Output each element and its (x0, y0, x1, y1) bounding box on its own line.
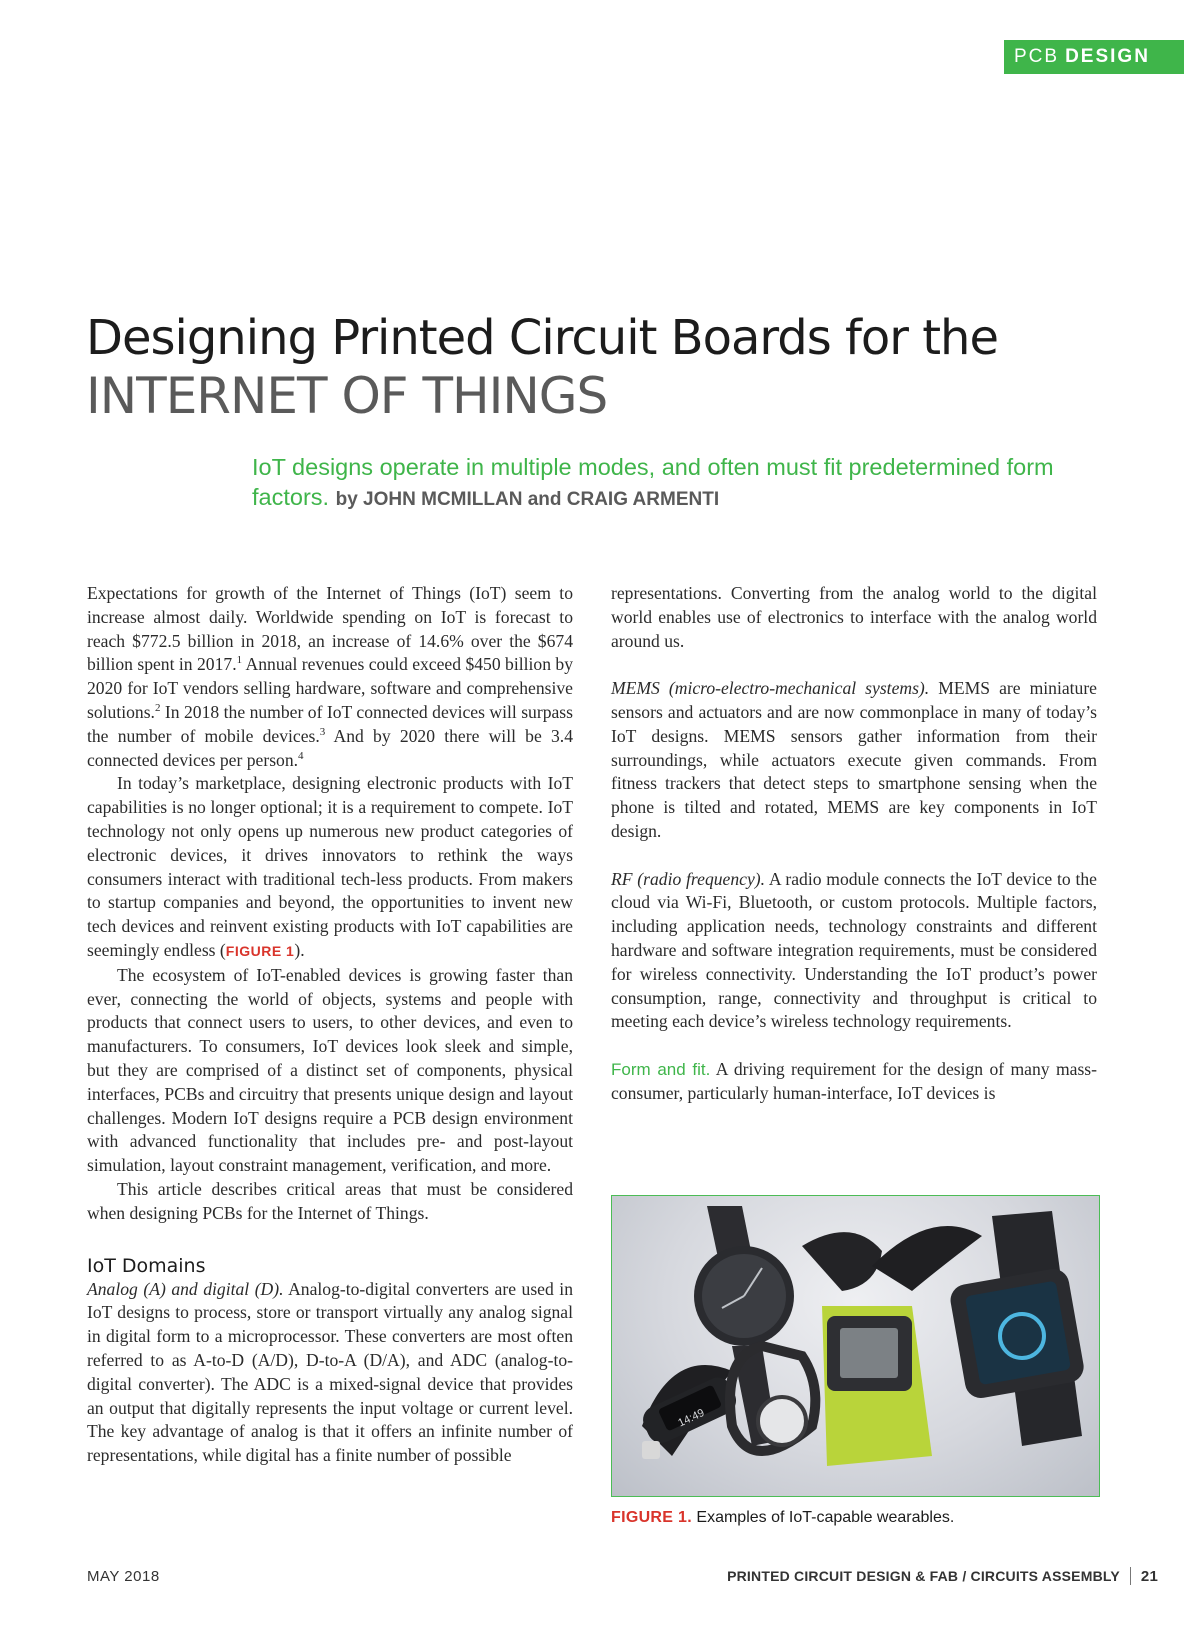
section-tab-bold: DESIGN (1065, 46, 1150, 67)
band-time-text: 14:49 (676, 1406, 707, 1430)
page-number: 21 (1140, 1567, 1158, 1585)
runin-analog-digital: Analog (A) and digital (D). (87, 1278, 284, 1299)
paragraph-article-scope: This article describes critical areas that must be considered when designing PCBs for the Internet of Things. (87, 1178, 573, 1223)
section-tab (1004, 40, 1184, 74)
article-title-line2: INTERNET OF THINGS (86, 367, 608, 425)
fitness-band-image (638, 1365, 740, 1459)
paragraph-rf: RF (radio frequency). A radio module connects the IoT device to the cloud via Wi-Fi, Bluetooth, or custom protocols. Multiple factors, including application needs, technology constraints and different hardware and software integration requirements, must be considered for wireless connectivity. Understanding the IoT product’s power consumption, range, connectivity and throughput is critical to meeting each device’s wireless technology requirements. (611, 868, 1097, 1032)
paragraph-analog-digital: Analog (A) and digital (D). Analog-to-digital converters are used in IoT designs to process, store or transport virtually any analog signal in digital form to a microprocessor. These converters are most often referred to as A-to-D (A/D), D-to-A (D/A), and ADC (analog-to-digital converter). The ADC is a mixed-signal device that provides an output that digitally represents the input voltage or current level. The key advantage of analog is that it offers an infinite number of representations, while digital has a finite number of possible (87, 1278, 573, 1466)
figure-label: FIGURE 1. (611, 1509, 692, 1526)
article-deck (252, 452, 1112, 515)
article-title-line1: Designing Printed Circuit Boards for the (86, 310, 999, 366)
body-column-right (611, 582, 1097, 1106)
paragraph-intro: Expectations for growth of the Internet of Things (IoT) seem to increase almost daily. Worldwide spending on IoT is forecast to reach $772.5 billion in 2018, an increase of 14.6% over the $674 billion spent in 2017.$^1$ Annual revenues could exceed $450 billion by 2020 for IoT vendors selling hardware, software and comprehensive solutions.$^2$ In 2018 the number of IoT connected devices will surpass the number of mobile devices.$^3$ And by 2020 there will be 3.4 connected devices per person.$^4$ (87, 583, 574, 770)
black-band-image (872, 1226, 982, 1291)
paragraph-ecosystem: The ecosystem of IoT-enabled devices is growing faster than ever, connecting the world of objects, systems and people with products that connect users to users, to other devices, and even to manufacturers. To consumers, IoT devices look sleek and simple, but they are comprised of a distinct set of components, physical interfaces, PCBs and circuitry that presents unique design and layout challenges. Modern IoT designs require a PCB design environment with advanced functionality that includes pre- and post-layout simulation, layout constraint management, verification, and more. (87, 964, 573, 1176)
body-column-left (87, 582, 573, 1468)
runin-form-fit: Form and fit. (611, 1059, 711, 1079)
runin-rf: RF (radio frequency). (611, 868, 766, 889)
footnote-ref-4: 4 (298, 749, 304, 762)
footnote-ref-2: 2 (154, 702, 161, 715)
paragraph-marketplace: In today’s marketplace, designing electronic products with IoT capabilities is no longer optional; it is a requirement to compete. IoT technology not only opens up numerous new product categories of electronic devices, it drives innovators to rethink the ways consumers interact with traditional tech-less products. From makers to startup companies and beyond, the opportunities to invent new tech devices and reinvent existing products with IoT capabilities are seemingly endless (FIGURE 1). (87, 773, 573, 960)
footer-publication-block (727, 1567, 1158, 1585)
figure-reference: FIGURE 1 (225, 942, 295, 959)
figure-caption (611, 1509, 1131, 1527)
footnote-ref-3: 3 (319, 725, 326, 738)
runin-mems: MEMS (micro-electro-mechanical systems). (611, 678, 930, 699)
deck-text: IoT designs operate in multiple modes, and often must fit predetermined form factors. (252, 454, 1054, 510)
section-tab-prefix: PCB (1014, 46, 1060, 67)
figure-wearables-photo (611, 1195, 1100, 1497)
green-strap-watch-image (822, 1306, 932, 1466)
wearables-illustration (612, 1196, 1100, 1497)
footer-divider (1130, 1567, 1131, 1585)
footer-date: MAY 2018 (87, 1568, 160, 1585)
section-heading-iot-domains: IoT Domains (87, 1254, 206, 1277)
paragraph-mems: MEMS (micro-electro-mechanical systems). MEMS are miniature sensors and actuators and are now commonplace in many of today’s IoT designs. MEMS sensors gather information from their surroundings, while actuators execute given commands. From fitness trackers that detect steps to smartphone sensing when the phone is tilted and rotated, MEMS are key components in IoT design. (611, 678, 1097, 841)
byline: by JOHN MCMILLAN and CRAIG ARMENTI (335, 489, 720, 510)
figure-caption-text: Examples of IoT-capable wearables. (696, 1509, 955, 1526)
round-tracker-image (802, 1232, 882, 1291)
footer-publication: PRINTED CIRCUIT DESIGN & FAB / CIRCUITS ASSEMBLY (727, 1568, 1120, 1584)
smartwatch-image (948, 1211, 1086, 1446)
paragraph-form-fit: Form and fit. A driving requirement for the design of many mass-consumer, particularly human-interface, IoT devices is (611, 1058, 1097, 1103)
paragraph-analog-continued: representations. Converting from the analog world to the digital world enables use of electronics to interface with the analog world around us. (611, 583, 1097, 651)
footnote-ref-1: 1 (236, 654, 243, 667)
